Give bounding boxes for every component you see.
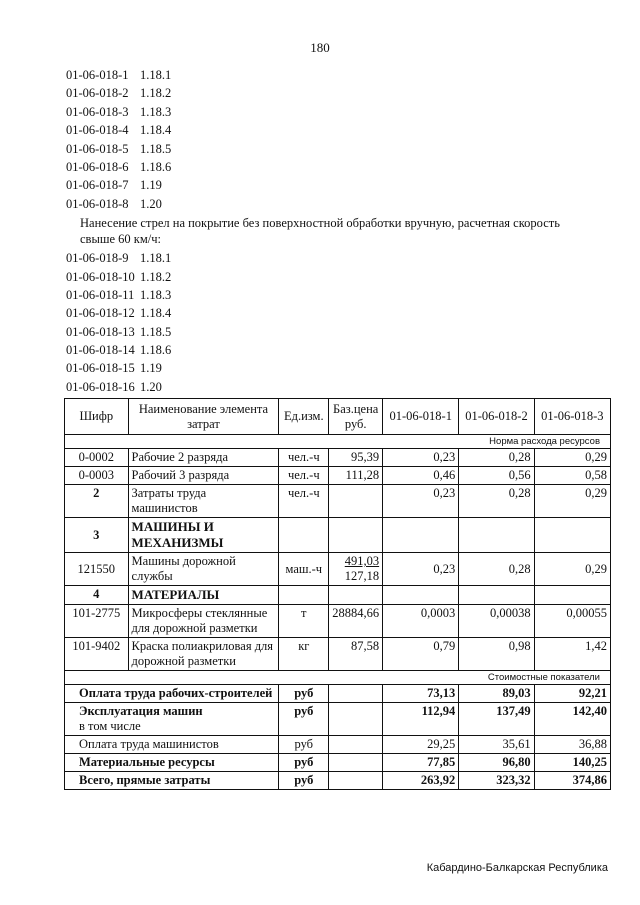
table-row <box>65 586 611 605</box>
list-item <box>66 378 606 396</box>
cost-name: Материальные ресурсы <box>65 754 279 772</box>
cell-empty <box>459 586 534 605</box>
list-item <box>66 195 606 213</box>
cost-row <box>65 772 611 790</box>
list-item <box>66 84 606 102</box>
cell-v2: 0,56 <box>459 467 534 485</box>
ref: 1.18.4 <box>140 306 172 321</box>
table-row <box>65 553 611 586</box>
cell-v3: 0,29 <box>534 485 610 518</box>
code: 01-06-018-4 <box>66 123 129 138</box>
cost-v3: 36,88 <box>534 736 610 754</box>
ref: 1.18.5 <box>140 324 172 339</box>
ref: 1.18.5 <box>140 141 172 156</box>
cell-empty <box>329 772 383 790</box>
list-item <box>66 268 606 286</box>
list-item <box>66 323 606 341</box>
cell-empty <box>459 518 534 553</box>
cell-v3: 0,29 <box>534 449 610 467</box>
cell-unit: маш.-ч <box>279 553 329 586</box>
cell-code: 0-0002 <box>65 449 129 467</box>
col-header-unit: Ед.изм. <box>279 399 329 435</box>
cell-unit: чел.-ч <box>279 449 329 467</box>
cost-row <box>65 736 611 754</box>
footer-region: Кабардино-Балкарская Республика <box>426 862 608 874</box>
cost-v2: 96,80 <box>459 754 534 772</box>
cell-v2: 0,00038 <box>459 605 534 638</box>
cell-unit: кг <box>279 638 329 671</box>
table-row <box>65 467 611 485</box>
col-header-name: Наименование элемента затрат <box>128 399 279 435</box>
cell-unit: чел.-ч <box>279 467 329 485</box>
cost-unit: руб <box>279 736 329 754</box>
cell-price: 87,58 <box>329 638 383 671</box>
list-item <box>66 359 606 377</box>
cell-empty <box>534 518 610 553</box>
table-row <box>65 605 611 638</box>
list-item <box>66 286 606 304</box>
cost-v1: 112,94 <box>383 703 459 736</box>
code: 01-06-018-16 <box>66 379 135 394</box>
col-header-code: Шифр <box>65 399 129 435</box>
cost-v2: 323,32 <box>459 772 534 790</box>
description-line: свыше 60 км/ч: <box>80 232 161 247</box>
code: 01-06-018-12 <box>66 306 135 321</box>
cell-v2: 0,28 <box>459 449 534 467</box>
cell-name: МАШИНЫ И МЕХАНИЗМЫ <box>128 518 279 553</box>
cost-row <box>65 703 611 736</box>
cost-row <box>65 685 611 703</box>
cost-unit: руб <box>279 685 329 703</box>
section-norm-label: Норма расхода ресурсов <box>65 435 611 449</box>
cell-v1: 0,46 <box>383 467 459 485</box>
cell-name: Машины дорожной службы <box>128 553 279 586</box>
cell-empty <box>279 586 329 605</box>
cost-name: Оплата труда машинистов <box>65 736 279 754</box>
code: 01-06-018-14 <box>66 343 135 358</box>
cost-v3: 140,25 <box>534 754 610 772</box>
cost-name <box>65 703 279 736</box>
cost-row <box>65 754 611 772</box>
cell-unit: чел.-ч <box>279 485 329 518</box>
cost-v1: 77,85 <box>383 754 459 772</box>
cost-unit: руб <box>279 772 329 790</box>
cell-price <box>329 485 383 518</box>
code: 01-06-018-8 <box>66 196 129 211</box>
description <box>66 213 606 249</box>
cost-unit: руб <box>279 703 329 736</box>
cell-name: Затраты труда машинистов <box>128 485 279 518</box>
table-header-row <box>65 399 611 435</box>
cell-empty <box>329 736 383 754</box>
code: 01-06-018-15 <box>66 361 135 376</box>
cell-empty <box>329 703 383 736</box>
list-item <box>66 304 606 322</box>
cell-empty <box>329 685 383 703</box>
col-header-price: Баз.цена руб. <box>329 399 383 435</box>
cell-v1: 0,23 <box>383 485 459 518</box>
cell-name: Рабочий 3 разряда <box>128 467 279 485</box>
code: 01-06-018-6 <box>66 159 129 174</box>
cell-v2: 0,28 <box>459 553 534 586</box>
code: 01-06-018-10 <box>66 269 135 284</box>
col-header-c1: 01-06-018-1 <box>383 399 459 435</box>
cell-code: 121550 <box>65 553 129 586</box>
cost-v2: 89,03 <box>459 685 534 703</box>
cell-empty <box>329 518 383 553</box>
list-item <box>66 66 606 84</box>
price-labor: 127,18 <box>344 569 380 583</box>
ref: 1.18.1 <box>140 251 172 266</box>
table-row <box>65 449 611 467</box>
cell-v1: 0,79 <box>383 638 459 671</box>
table-row <box>65 638 611 671</box>
cell-code: 101-2775 <box>65 605 129 638</box>
ref: 1.18.3 <box>140 287 172 302</box>
cell-price: 28884,66 <box>329 605 383 638</box>
price-current: 491,03 <box>344 554 380 568</box>
resource-table <box>64 398 611 790</box>
cost-v3: 92,21 <box>534 685 610 703</box>
cost-name: Всего, прямые затраты <box>65 772 279 790</box>
ref: 1.18.2 <box>140 86 172 101</box>
cell-v3: 0,58 <box>534 467 610 485</box>
cell-v2: 0,98 <box>459 638 534 671</box>
cell-empty <box>383 586 459 605</box>
cell-price <box>329 553 383 586</box>
section-cost-label: Стоимостные показатели <box>65 671 611 685</box>
code: 01-06-018-7 <box>66 178 129 193</box>
cost-v2: 137,49 <box>459 703 534 736</box>
cost-v1: 263,92 <box>383 772 459 790</box>
list-item <box>66 121 606 139</box>
cost-v1: 29,25 <box>383 736 459 754</box>
cell-empty <box>329 754 383 772</box>
table-row <box>65 518 611 553</box>
cell-unit: т <box>279 605 329 638</box>
ref: 1.20 <box>140 196 162 211</box>
col-header-c3: 01-06-018-3 <box>534 399 610 435</box>
code: 01-06-018-3 <box>66 104 129 119</box>
list-item <box>66 176 606 194</box>
cell-empty <box>383 518 459 553</box>
cost-name-sub: в том числе <box>79 719 141 733</box>
ref: 1.18.4 <box>140 123 172 138</box>
cell-code: 4 <box>65 586 129 605</box>
cell-v3: 0,29 <box>534 553 610 586</box>
page-number: 180 <box>310 40 330 55</box>
ref: 1.19 <box>140 178 162 193</box>
code: 01-06-018-5 <box>66 141 129 156</box>
section-row <box>65 671 611 685</box>
ref: 1.18.6 <box>140 159 172 174</box>
cell-v2: 0,28 <box>459 485 534 518</box>
list-item <box>66 158 606 176</box>
cell-v1: 0,0003 <box>383 605 459 638</box>
code: 01-06-018-9 <box>66 251 129 266</box>
code-list <box>66 66 606 396</box>
cost-v1: 73,13 <box>383 685 459 703</box>
ref: 1.18.1 <box>140 68 172 82</box>
cell-name: Микросферы стеклянные для дорожной разметки <box>128 605 279 638</box>
ref: 1.20 <box>140 379 162 394</box>
ref: 1.18.6 <box>140 343 172 358</box>
cell-name: Рабочие 2 разряда <box>128 449 279 467</box>
col-header-c2: 01-06-018-2 <box>459 399 534 435</box>
list-item <box>66 140 606 158</box>
cell-empty <box>329 586 383 605</box>
cell-v3: 0,00055 <box>534 605 610 638</box>
cost-unit: руб <box>279 754 329 772</box>
list-item <box>66 103 606 121</box>
list-item <box>66 249 606 267</box>
cell-code: 3 <box>65 518 129 553</box>
code: 01-06-018-1 <box>66 68 129 82</box>
cost-name: Оплата труда рабочих-строителей <box>65 685 279 703</box>
cell-empty <box>534 586 610 605</box>
code: 01-06-018-11 <box>66 287 135 302</box>
table-row <box>65 485 611 518</box>
ref: 1.18.2 <box>140 269 172 284</box>
cost-v3: 374,86 <box>534 772 610 790</box>
cell-code: 2 <box>65 485 129 518</box>
cell-price: 111,28 <box>329 467 383 485</box>
ref: 1.18.3 <box>140 104 172 119</box>
cell-empty <box>279 518 329 553</box>
cell-price: 95,39 <box>329 449 383 467</box>
cell-name: Краска полиакриловая для дорожной разметки <box>128 638 279 671</box>
list-item <box>66 341 606 359</box>
cost-v2: 35,61 <box>459 736 534 754</box>
cell-v3: 1,42 <box>534 638 610 671</box>
cell-v1: 0,23 <box>383 553 459 586</box>
cell-v1: 0,23 <box>383 449 459 467</box>
description-line: Нанесение стрел на покрытие без поверхностной обработки вручную, расчетная скорость <box>80 216 560 231</box>
code: 01-06-018-2 <box>66 86 129 101</box>
cost-name-main: Эксплуатация машин <box>79 704 203 718</box>
cell-code: 101-9402 <box>65 638 129 671</box>
cost-v3: 142,40 <box>534 703 610 736</box>
cell-name: МАТЕРИАЛЫ <box>128 586 279 605</box>
cell-code: 0-0003 <box>65 467 129 485</box>
ref: 1.19 <box>140 361 162 376</box>
section-row <box>65 435 611 449</box>
code: 01-06-018-13 <box>66 324 135 339</box>
